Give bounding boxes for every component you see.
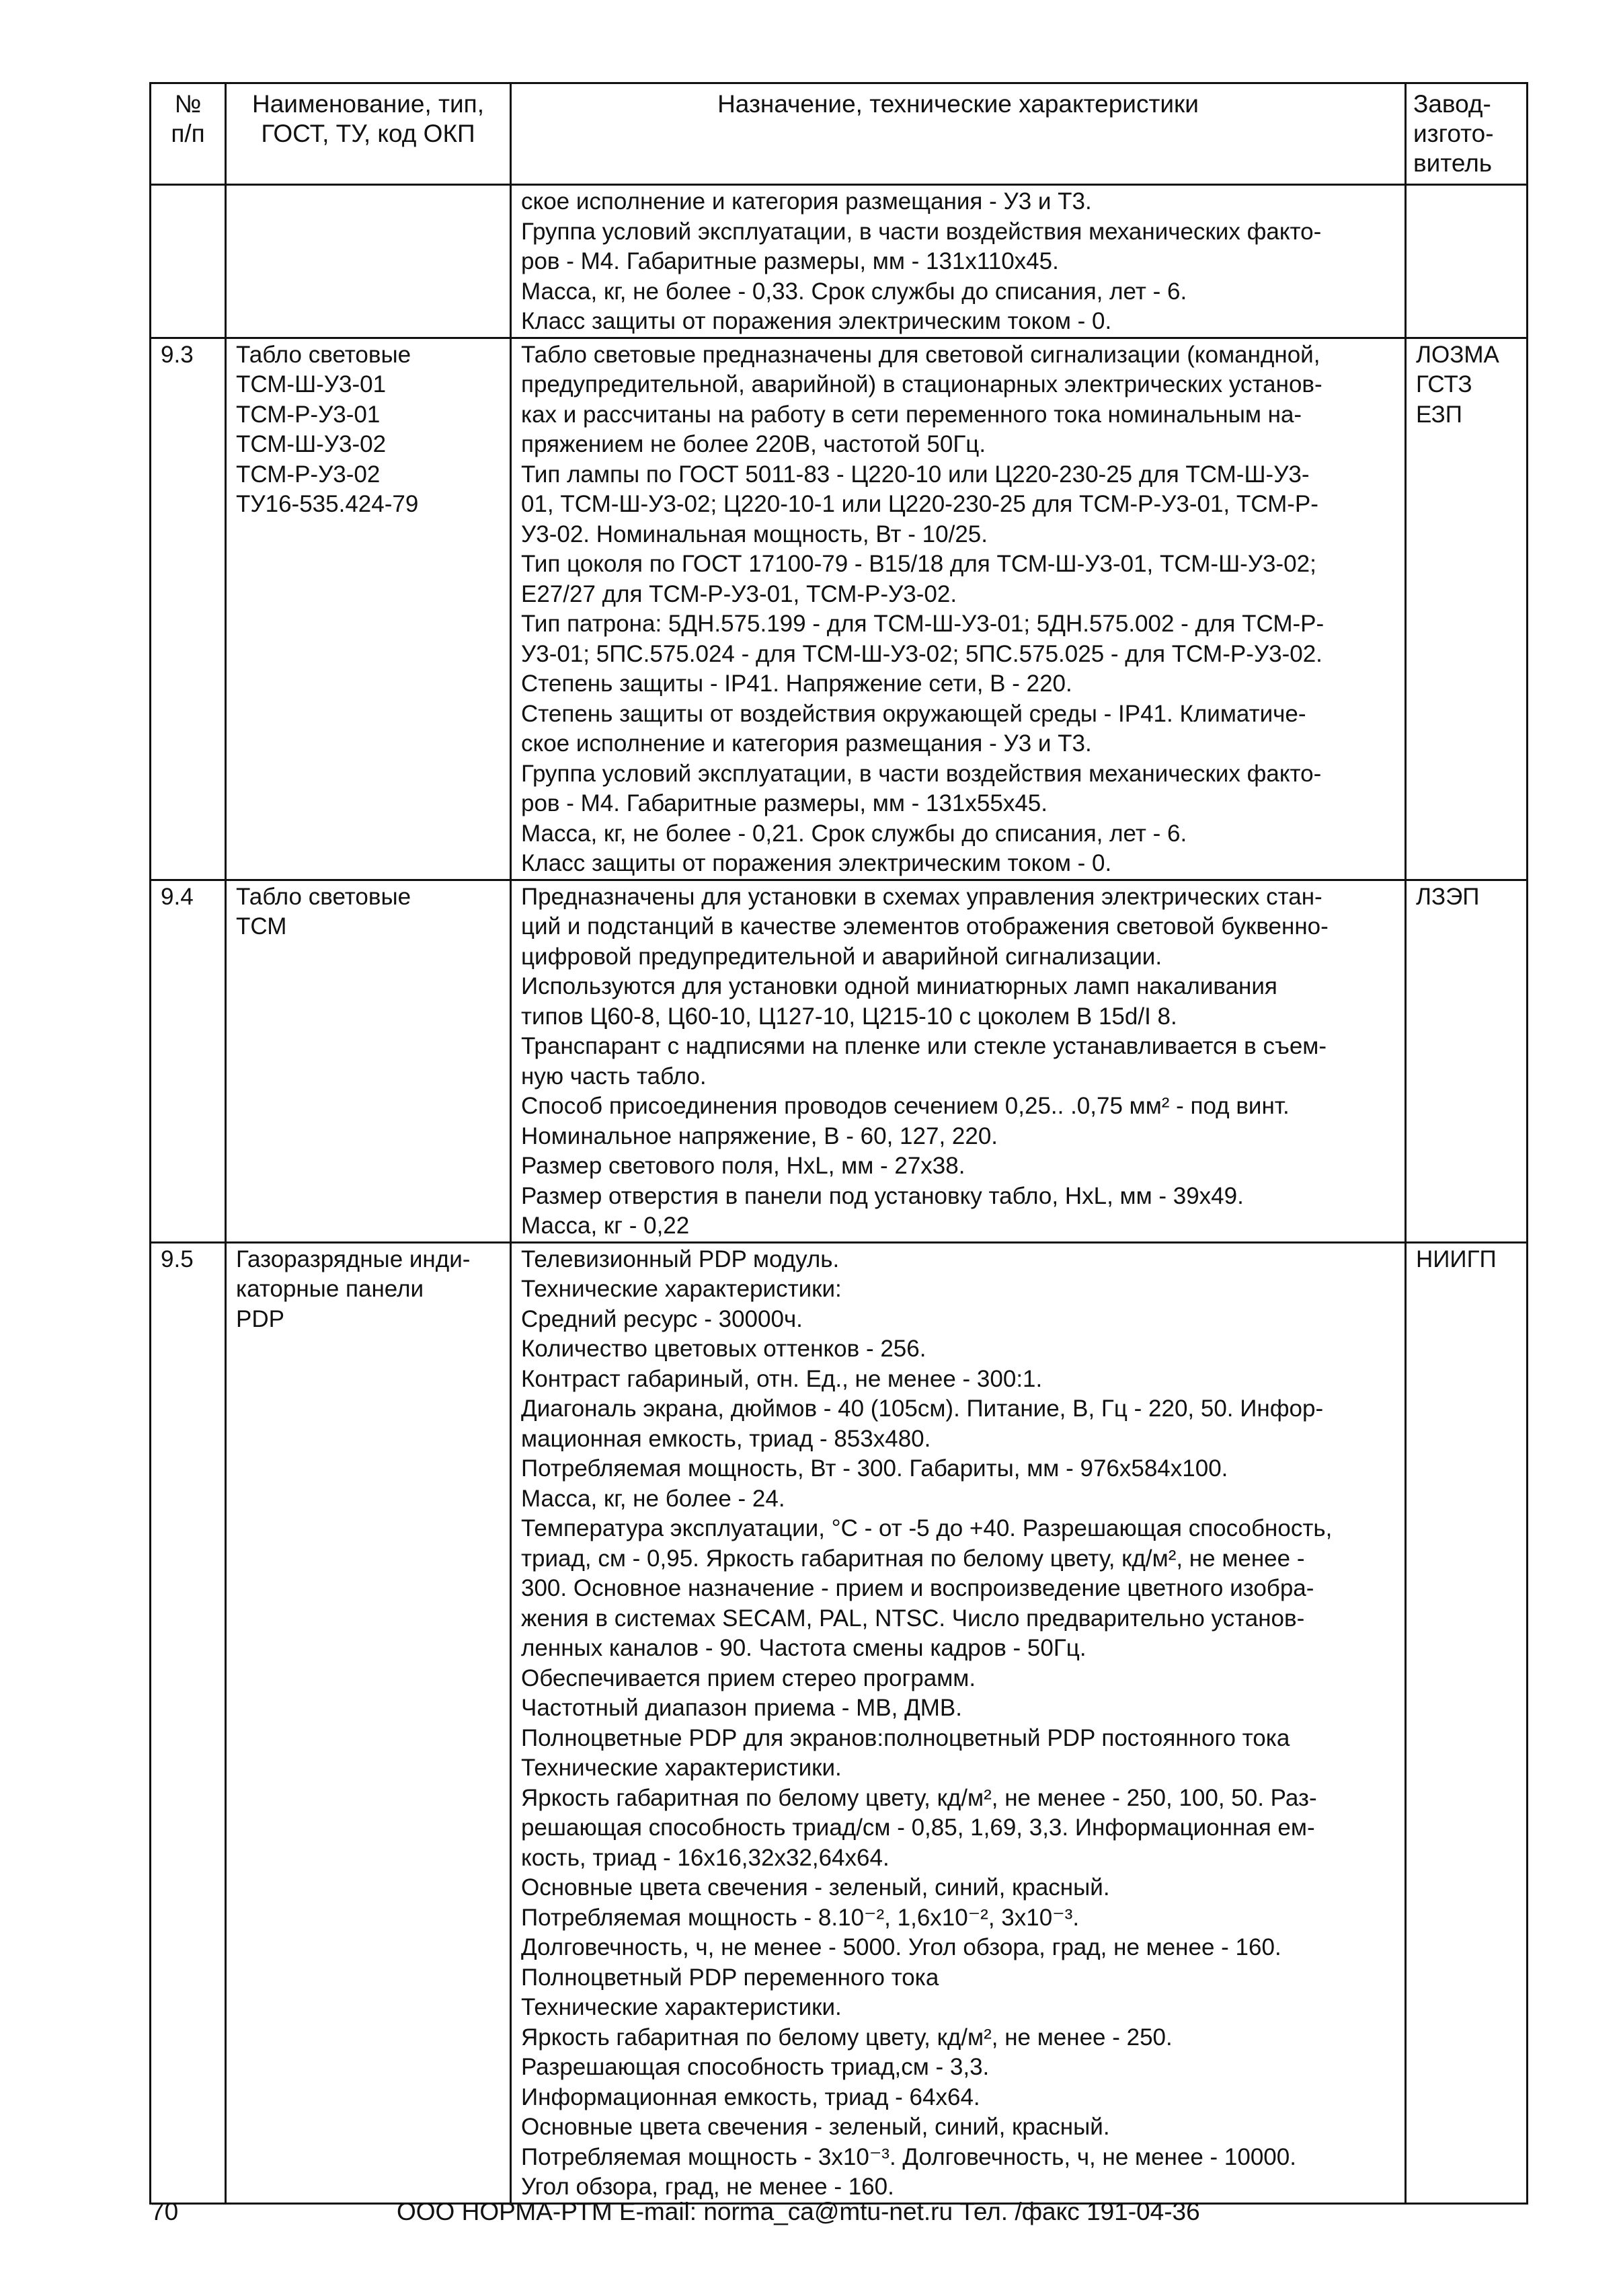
- item-description-line: ций и подстанций в качестве элементов отображения световой буквенно-: [521, 913, 1329, 940]
- item-number: 9.5: [151, 1242, 226, 2203]
- item-description-line: Потребляемая мощность, Вт - 300. Габариты, мм - 976х584х100.: [521, 1455, 1228, 1482]
- item-description-line: Используются для установки одной миниатюрных ламп накаливания: [521, 973, 1277, 999]
- item-name-line: ТСМ-Ш-У3-01: [236, 371, 387, 397]
- item-description-line: Полноцветный PDP переменного тока: [521, 1964, 939, 1991]
- item-name-line: Табло световые: [236, 883, 411, 910]
- item-description-line: Угол обзора, град, не менее - 160.: [521, 2174, 894, 2200]
- item-description-line: Степень защиты от воздействия окружающей среды - IP41. Климатиче-: [521, 700, 1306, 727]
- item-description-line: Масса, кг, не более - 0,21. Срок службы до списания, лет - 6.: [521, 820, 1187, 847]
- item-description-line: Частотный диапазон приема - МВ, ДМВ.: [521, 1695, 962, 1721]
- item-name-line: ТСМ-Ш-У3-02: [236, 431, 387, 457]
- item-description-line: типов Ц60-8, Ц60-10, Ц127-10, Ц215-10 с цоколем В 15d/I 8.: [521, 1003, 1177, 1030]
- item-description-line: ках и рассчитаны на работу в сети переменного тока номинальным на-: [521, 401, 1302, 428]
- table-row: [151, 1242, 1528, 2203]
- item-name-line: ТУ16-535.424-79: [236, 491, 419, 517]
- item-description: [511, 185, 1406, 338]
- item-description-line: пряжением не более 220В, частотой 50Гц.: [521, 431, 986, 457]
- item-description-line: Степень защиты - IP41. Напряжение сети, В - 220.: [521, 671, 1072, 697]
- item-manufacturer: [1406, 338, 1528, 880]
- table-header-row: [151, 83, 1528, 185]
- item-name-line: Табло световые: [236, 341, 411, 368]
- item-description-line: Технические характеристики.: [521, 1994, 842, 2020]
- item-description: [511, 1242, 1406, 2203]
- item-description-line: Диагональ экрана, дюймов - 40 (105см). Питание, В, Гц - 220, 50. Инфор-: [521, 1395, 1324, 1422]
- item-description-line: Информационная емкость, триад - 64х64.: [521, 2083, 980, 2110]
- item-description-line: Контраст габариный, отн. Ед., не менее - 300:1.: [521, 1365, 1043, 1392]
- item-manufacturer: [1406, 1242, 1528, 2203]
- item-name: [226, 880, 511, 1242]
- item-description-line: Потребляемая мощность - 8.10⁻², 1,6х10⁻², 3х10⁻³.: [521, 1904, 1080, 1931]
- item-description-line: 300. Основное назначение - прием и воспроизведение цветного изобра-: [521, 1575, 1314, 1601]
- item-description-line: Полноцветные PDP для экранов:полноцветный PDP постоянного тока: [521, 1724, 1290, 1751]
- table-row: [151, 338, 1528, 880]
- item-description-line: Группа условий эксплуатации, в части воздействия механических факто-: [521, 218, 1322, 245]
- item-description-line: Способ присоединения проводов сечением 0,25.. .0,75 мм² - под винт.: [521, 1093, 1290, 1119]
- item-description: [511, 880, 1406, 1242]
- item-description-line: Основные цвета свечения - зеленый, синий, красный.: [521, 2114, 1110, 2140]
- item-description-line: ское исполнение и категория размещания - У3 и Т3.: [521, 188, 1092, 215]
- item-manufacturer-line: ЕЗП: [1416, 401, 1462, 428]
- item-description-line: ленных каналов - 90. Частота смены кадров - 50Гц.: [521, 1635, 1086, 1661]
- footer-contacts: ООО НОРМА-РТМ E-mail: norma_ca@mtu-net.ru Тел. /факс 191-04-36: [397, 2198, 1200, 2225]
- item-manufacturer-line: ЛЗЭП: [1416, 883, 1480, 910]
- item-number: [151, 185, 226, 338]
- header-description: Назначение, технические характеристики: [511, 83, 1406, 185]
- item-description-line: Группа условий эксплуатации, в части воздействия механических факто-: [521, 760, 1322, 787]
- item-description-line: ров - М4. Габаритные размеры, мм - 131х55х45.: [521, 790, 1047, 816]
- item-description-line: Яркость габаритная по белому цвету, кд/м², не менее - 250, 100, 50. Раз-: [521, 1784, 1317, 1811]
- item-name-line: ТСМ: [236, 913, 287, 940]
- item-description-line: Транспарант с надписями на пленке или стекле устанавливается в съем-: [521, 1033, 1327, 1059]
- item-description-line: Долговечность, ч, не менее - 5000. Угол обзора, град, не менее - 160.: [521, 1934, 1281, 1960]
- header-number: № п/п: [151, 83, 226, 185]
- item-manufacturer-line: ЛОЗМА: [1416, 341, 1499, 368]
- page-number: 70: [151, 2198, 179, 2225]
- item-description-line: Технические характеристики:: [521, 1276, 842, 1302]
- item-description-line: ров - М4. Габаритные размеры, мм - 131х110х45.: [521, 248, 1059, 274]
- table-row: [151, 880, 1528, 1242]
- item-number: 9.3: [151, 338, 226, 880]
- item-description-line: триад, см - 0,95. Яркость габаритная по белому цвету, кд/м², не менее -: [521, 1545, 1305, 1572]
- item-description: [511, 338, 1406, 880]
- item-description-line: Масса, кг, не более - 24.: [521, 1485, 785, 1512]
- header-name: Наименование, тип, ГОСТ, ТУ, код ОКП: [226, 83, 511, 185]
- item-description-line: Класс защиты от поражения электрическим током - 0.: [521, 308, 1112, 334]
- item-description-line: Технические характеристики.: [521, 1755, 842, 1781]
- item-description-line: Размер отверстия в панели под установку табло, HxL, мм - 39х49.: [521, 1182, 1244, 1209]
- spec-table: [149, 82, 1528, 2205]
- item-description-line: Разрешающая способность триад,см - 3,3.: [521, 2054, 990, 2080]
- item-description-line: Яркость габаритная по белому цвету, кд/м², не менее - 250.: [521, 2024, 1173, 2051]
- item-description-line: мационная емкость, триад - 853х480.: [521, 1425, 931, 1452]
- item-description-line: Предназначены для установки в схемах управления электрических стан-: [521, 883, 1322, 910]
- item-description-line: цифровой предупредительной и аварийной сигнализации.: [521, 943, 1162, 970]
- item-name-line: каторные панели: [236, 1276, 424, 1302]
- item-description-line: Температура эксплуатации, °С - от -5 до +40. Разрешающая способность,: [521, 1515, 1333, 1541]
- item-description-line: Табло световые предназначены для световой сигнализации (командной,: [521, 341, 1320, 368]
- item-description-line: 01, ТСМ-Ш-У3-02; Ц220-10-1 или Ц220-230-25 для ТСМ-Р-У3-01, ТСМ-Р-: [521, 491, 1318, 517]
- item-description-line: ную часть табло.: [521, 1063, 707, 1089]
- item-description-line: Количество цветовых оттенков - 256.: [521, 1336, 926, 1362]
- item-description-line: Обеспечивается прием стерео программ.: [521, 1664, 976, 1691]
- item-description-line: У3-01; 5ПС.575.024 - для ТСМ-Ш-У3-02; 5ПС.575.025 - для ТСМ-Р-У3-02.: [521, 640, 1322, 667]
- item-name: [226, 185, 511, 338]
- item-description-line: Масса, кг - 0,22: [521, 1213, 690, 1239]
- item-manufacturer-line: НИИГП: [1416, 1246, 1497, 1272]
- item-description-line: Тип патрона: 5ДН.575.199 - для ТСМ-Ш-У3-01; 5ДН.575.002 - для ТСМ-Р-: [521, 611, 1325, 637]
- header-manufacturer: Завод- изгото- витель: [1406, 83, 1528, 185]
- item-description-line: Тип цоколя по ГОСТ 17100-79 - В15/18 для ТСМ-Ш-У3-01, ТСМ-Ш-У3-02;: [521, 551, 1316, 577]
- item-name-line: ТСМ-Р-У3-02: [236, 461, 381, 488]
- item-description-line: Телевизионный PDP модуль.: [521, 1246, 840, 1272]
- item-description-line: кость, триад - 16х16,32х32,64х64.: [521, 1844, 889, 1871]
- item-name: [226, 1242, 511, 2203]
- item-manufacturer-line: ГСТЗ: [1416, 371, 1472, 397]
- item-description-line: Размер светового поля, HxL, мм - 27х38.: [521, 1153, 965, 1179]
- item-manufacturer: [1406, 185, 1528, 338]
- item-description-line: решающая способность триад/см - 0,85, 1,69, 3,3. Информационная ем-: [521, 1814, 1315, 1841]
- item-description-line: Потребляемая мощность - 3х10⁻³. Долговечность, ч, не менее - 10000.: [521, 2143, 1296, 2170]
- item-description-line: ское исполнение и категория размещания - У3 и Т3.: [521, 730, 1092, 757]
- item-description-line: Номинальное напряжение, В - 60, 127, 220.: [521, 1122, 998, 1149]
- item-number: 9.4: [151, 880, 226, 1242]
- item-description-line: жения в системах SECAM, PAL, NTSC. Число предварительно установ-: [521, 1605, 1305, 1632]
- item-description-line: Основные цвета свечения - зеленый, синий, красный.: [521, 1874, 1110, 1901]
- item-description-line: Тип лампы по ГОСТ 5011-83 - Ц220-10 или Ц220-230-25 для ТСМ-Ш-У3-: [521, 461, 1310, 488]
- item-description-line: Класс защиты от поражения электрическим током - 0.: [521, 850, 1112, 876]
- item-description-line: предупредительной, аварийной) в стационарных электрических установ-: [521, 371, 1322, 397]
- item-name: [226, 338, 511, 880]
- item-description-line: Средний ресурс - 30000ч.: [521, 1305, 803, 1332]
- item-name-line: Газоразрядные инди-: [236, 1246, 471, 1272]
- item-name-line: PDP: [236, 1305, 284, 1332]
- item-description-line: У3-02. Номинальная мощность, Вт - 10/25.: [521, 521, 988, 547]
- item-description-line: Масса, кг, не более - 0,33. Срок службы до списания, лет - 6.: [521, 278, 1187, 305]
- item-name-line: ТСМ-Р-У3-01: [236, 401, 381, 428]
- item-manufacturer: [1406, 880, 1528, 1242]
- table-row: [151, 185, 1528, 338]
- item-description-line: Е27/27 для ТСМ-Р-У3-01, ТСМ-Р-У3-02.: [521, 580, 957, 607]
